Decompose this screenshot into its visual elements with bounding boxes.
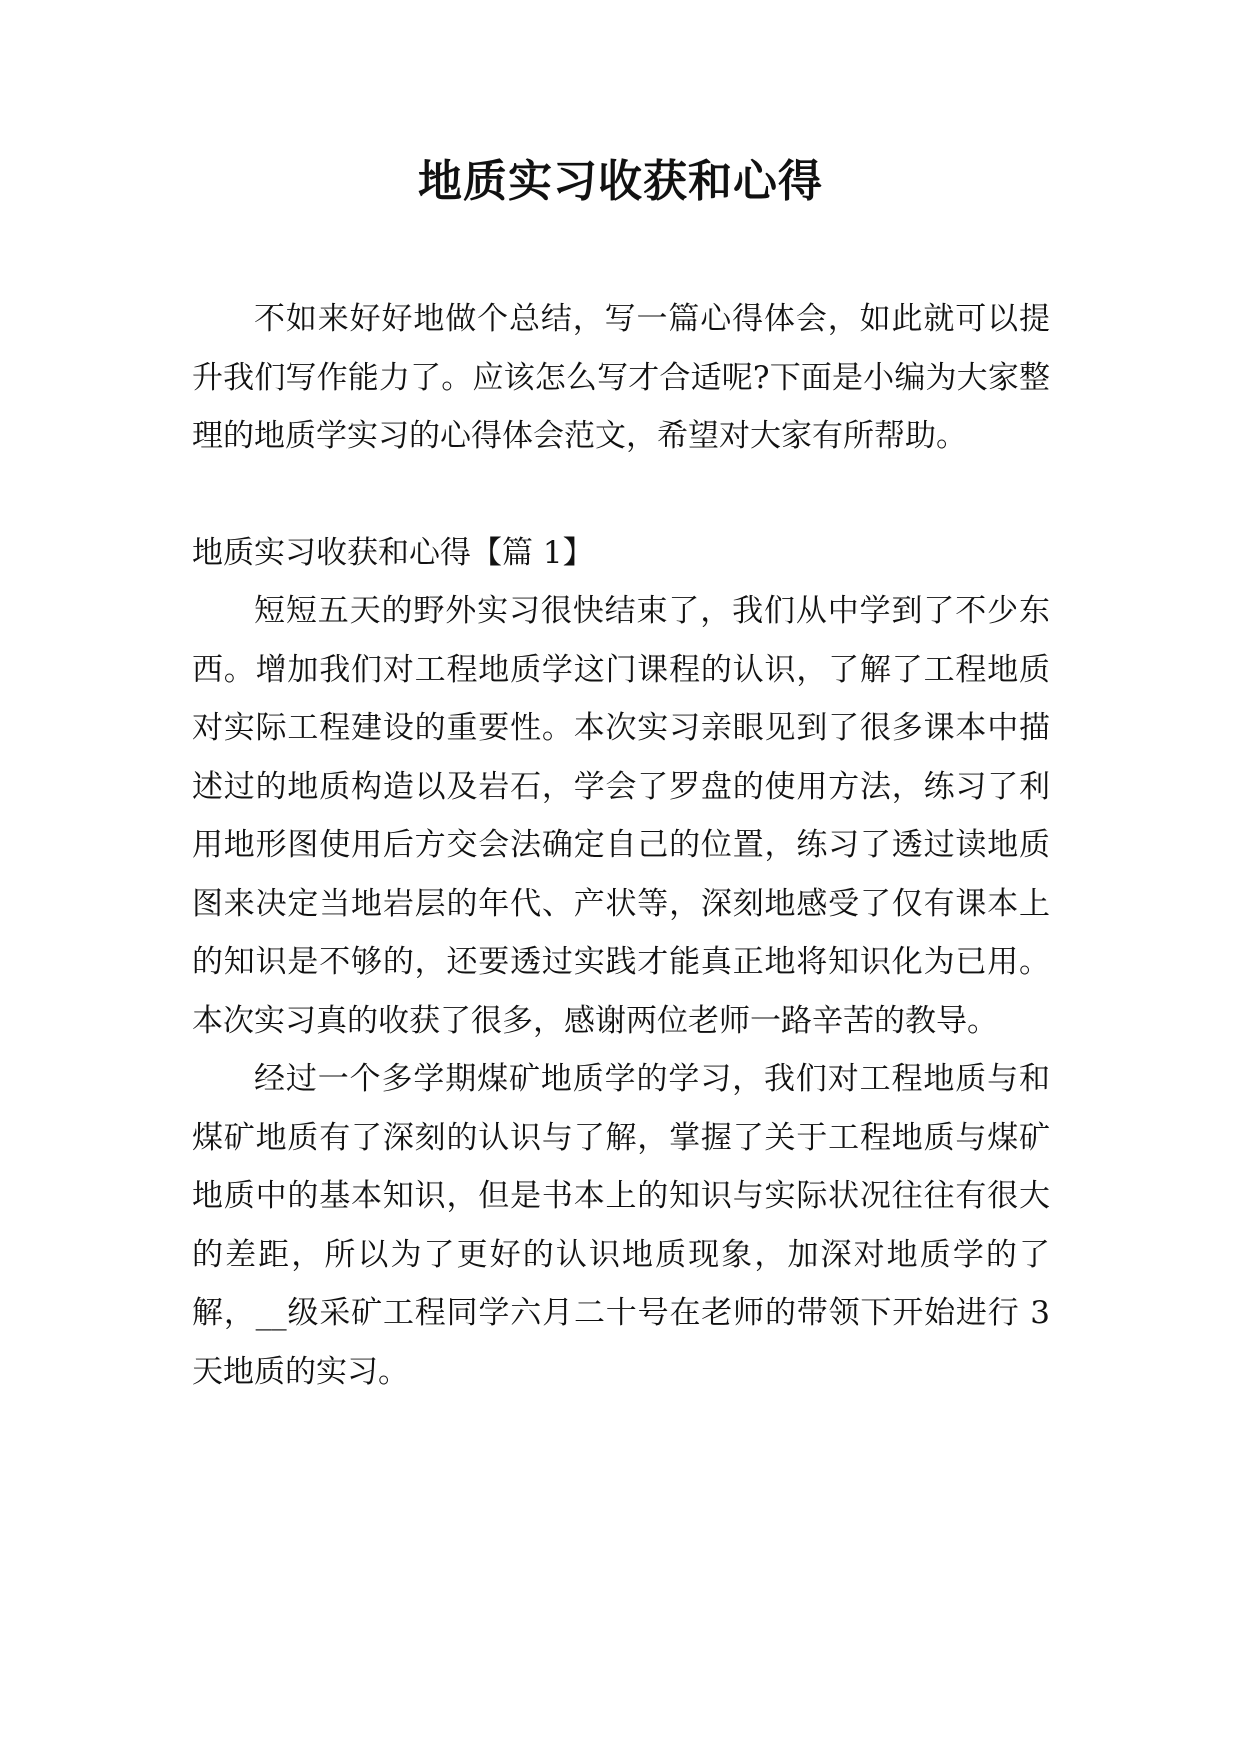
body-paragraph: 短短五天的野外实习很快结束了，我们从中学到了不少东西。增加我们对工程地质学这门课程的认识，了解了工程地质对实际工程建设的重要性。本次实习亲眼见到了很多课本中描述过的地质构造以及岩石，学会了罗盘的使用方法，练习了利用地形图使用后方交会法确定自己的位置，练习了透过读地质图来决定当地岩层的年代、产状等，深刻地感受了仅有课本上的知识是不够的，还要透过实践才能真正地将知识化为已用。本次实习真的收获了很多，感谢两位老师一路辛苦的教导。 bbox=[192, 593, 1050, 1039]
document-body bbox=[192, 290, 1050, 1401]
section-heading: 地质实习收获和心得【篇 1】 bbox=[192, 534, 594, 571]
body-paragraph: 经过一个多学期煤矿地质学的学习，我们对工程地质与和煤矿地质有了深刻的认识与了解，掌握了关于工程地质与煤矿地质中的基本知识，但是书本上的知识与实际状况往往有很大的差距，所以为了更好的认识地质现象，加深对地质学的了解，__级采矿工程同学六月二十号在老师的带领下开始进行 3 天地质的实习。 bbox=[192, 1061, 1050, 1390]
document-title: 地质实习收获和心得 bbox=[418, 156, 823, 207]
intro-paragraph: 不如来好好地做个总结，写一篇心得体会，如此就可以提升我们写作能力了。应该怎么写才合适呢?下面是小编为大家整理的地质学实习的心得体会范文，希望对大家有所帮助。 bbox=[192, 301, 1050, 454]
